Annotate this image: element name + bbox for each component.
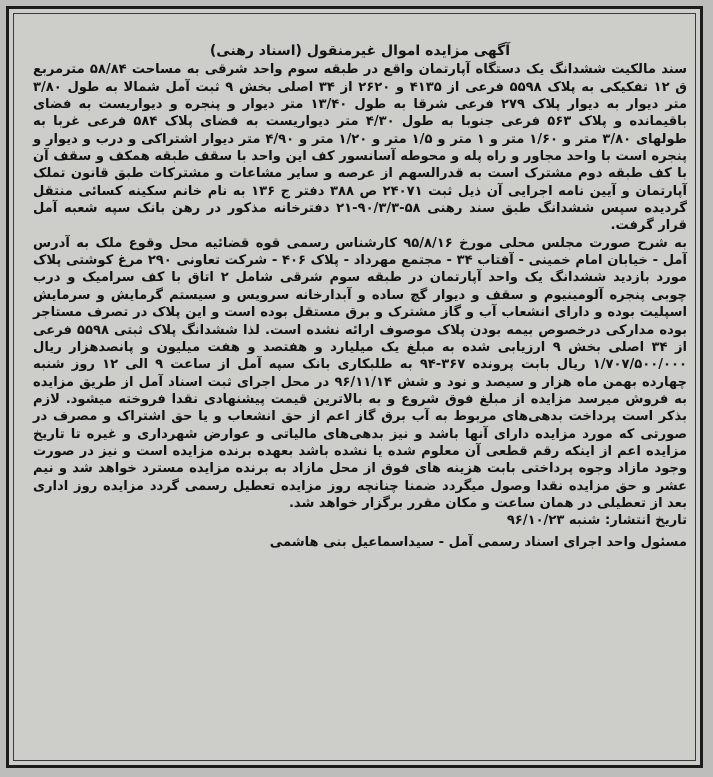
- newspaper-notice-frame: [6, 6, 703, 768]
- notice-signature: مسئول واحد اجرای اسناد رسمی آمل - سیداسماعیل بنی هاشمی: [269, 534, 687, 550]
- auction-notice: [33, 43, 687, 551]
- notice-title: آگهی مزایده اموال غیرمنقول (اسناد رهنی): [209, 43, 511, 59]
- publication-date: تاریخ انتشار: شنبه ۹۶/۱۰/۲۳: [506, 513, 687, 529]
- notice-paragraph-property: سند مالکیت ششدانگ یک دستگاه آپارتمان واقع در طبقه سوم واحد شرقی به مساحت ۵۸/۸۴ مترمربع ق ۱۲ تفکیکی به پلاک ۵۵۹۸ فرعی از ۴۱۳۵ و ۲۶۲۰ از ۳۴ اصلی بخش ۹ ثبت آمل شمالا به طول ۳/۸۰ متر دیوار به دیوار پلاک ۲۷۹ فرعی شرقا به طول ۱۳/۴۰ متر دیوار و پنجره و دیواریست به فضای باقیمانده و پلاک ۵۶۳ فرعی جنوبا به طول ۴/۳۰ متر دیواریست به فضای پلاک ۵۸۴ فرعی غربا به طولهای ۳/۸۰ متر و ۱/۶۰ متر و ۱ متر و ۱/۵ متر و ۱/۲۰ متر و ۴/۹۰ متر دیوار اشتراکی و درب و دیوار و پنجره است با واحد مجاور و راه پله و محوطه آسانسور کف این واحد با سقف طبقه همکف و سقف آن با کف طبقه دوم مشترک است به قدرالسهم از عرصه و سایر مشاعات و مشترکات طبق قانون تملک آپارتمان و آیین نامه اجرایی آن ذیل ثبت ۲۴۰۷۱ ص ۳۸۸ دفتر ج ۱۳۶ به نام خانم سکینه کسائی منتقل گردیده سپس ششدانگ طبق سند رهنی ۵۸-۹۰/۳/۳-۲۱ دفترخانه مذکور در رهن بانک سپه شعبه آمل قرار گرفت.: [33, 62, 688, 234]
- notice-paragraph-auction: به شرح صورت مجلس محلی مورخ ۹۵/۸/۱۶ کارشناس رسمی قوه قضائیه محل وقوع ملک به آدرس آمل - خیابان امام خمینی - آفتاب ۳۴ - مجتمع مهرداد - پلاک ۴۰۶ - شرکت تعاونی ۲۹۰ مرغ کوشتی پلاک مورد بازدید ششدانگ یک واحد آپارتمان در طبقه سوم شرقی شامل ۲ اتاق با کف سرامیک و درب چوبی پنجره آلومینیوم و سقف و دیوار گچ ساده و آبدارخانه سرویس و سیستم گرمایش و سرمایش اسپلیت بوده و دارای انشعاب آب و گاز مشترک و برق مستقل بوده است و این پلاک در تصرف مستاجر بوده مدارکی درخصوص بیمه بودن پلاک موصوف ارائه نشده است. لذا ششدانگ پلاک ثبتی ۵۵۹۸ فرعی از ۳۴ اصلی بخش ۹ ارزیابی شده به مبلغ یک میلیارد و هفتصد و هفت میلیون و پانصدهزار ریال ۱/۷۰۷/۵۰۰/۰۰۰ ریال بابت پرونده ۳۶۷-۹۴ به طلبکاری بانک سپه آمل از ساعت ۹ الی ۱۲ روز شنبه چهارده بهمن ماه هزار و سیصد و نود و شش ۹۶/۱۱/۱۴ در محل اجرای ثبت اسناد آمل از طریق مزایده به فروش میرسد مزایده از مبلغ فوق شروع و به بالاترین قیمت پیشنهادی نقدا فروخته میشود. لازم بذکر است پرداخت بدهی‌های مربوط به آب برق گاز اعم از حق انشعاب و یا حق اشتراک و مصرف در صورتی که مورد مزایده دارای آنها باشد و نیز بدهی‌های مالیاتی و عوارض شهرداری و غیره تا تاریخ مزایده اعم از اینکه رقم قطعی آن معلوم شده یا نشده باشد بعهده برنده مزایده است و نیز در صورت وجود مازاد وجوه پرداختی بابت هزینه های فوق از محل مازاد به برنده مزایده مسترد خواهد شد و نیم عشر و حق مزایده نقدا وصول میگردد ضمنا چنانچه روز مزایده تعطیل رسمی گردد مزایده روز اداری بعد از تعطیلی در همان ساعت و مکان مقرر برگزار خواهد شد.: [33, 235, 688, 511]
